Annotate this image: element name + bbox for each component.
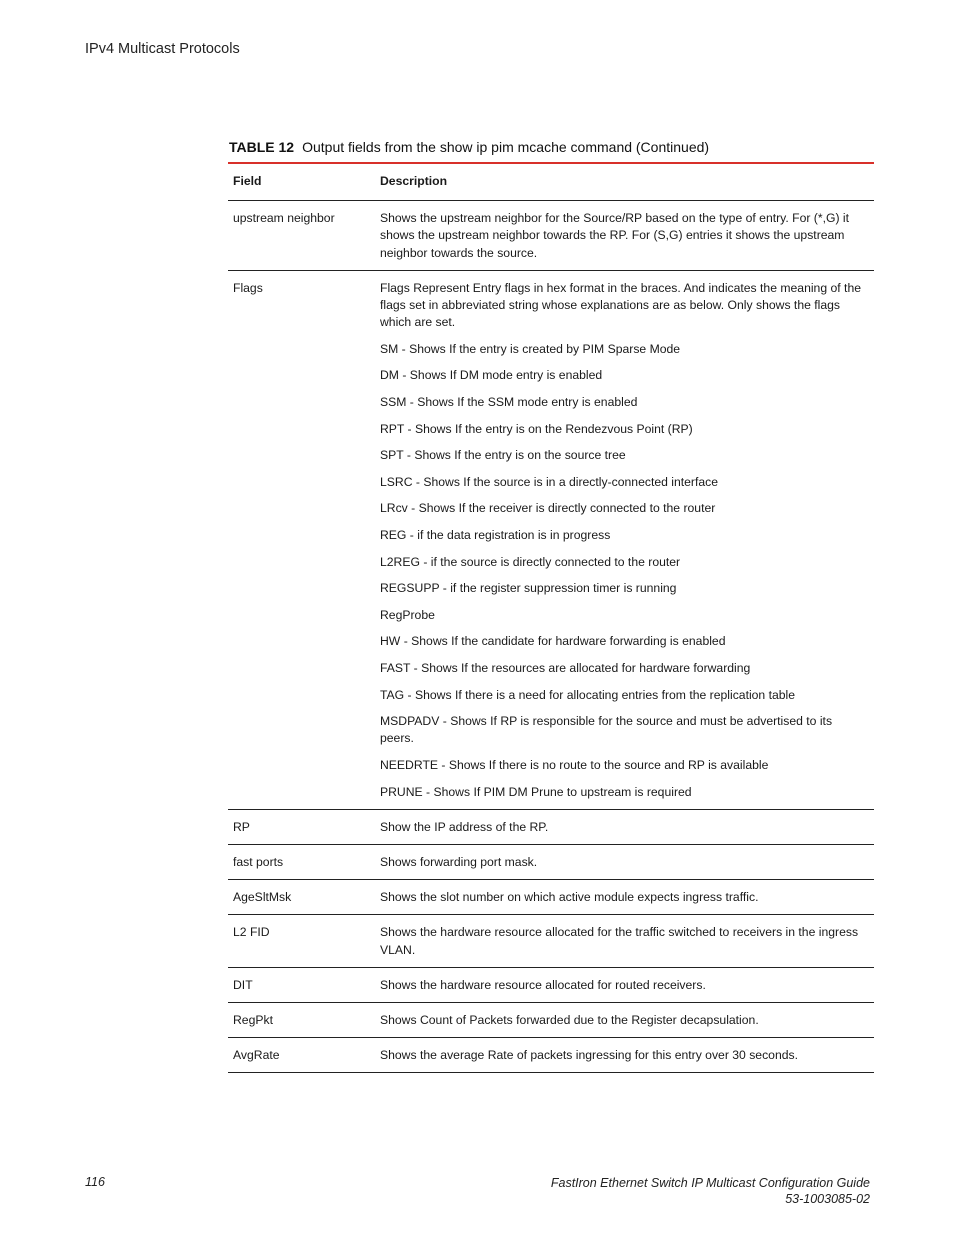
flag-item: REGSUPP - if the register suppression timer is running: [380, 581, 677, 596]
flag-item: TAG - Shows If there is a need for allocating entries from the replication table: [380, 687, 796, 702]
flag-item: NEEDRTE - Shows If there is no route to the source and RP is available: [380, 757, 769, 772]
footer-doc-info: [551, 1175, 870, 1207]
flag-item: PRUNE - Shows If PIM DM Prune to upstream is required: [380, 784, 692, 799]
description-cell: [375, 270, 874, 809]
description-cell: Shows the upstream neighbor for the Source/RP based on the type of entry. For (*,G) it shows the upstream neighbor towards the RP. For (S,G) entries it shows the upstream neighbor towards the source.: [375, 201, 874, 271]
table-row: [228, 201, 874, 271]
field-cell: RP: [228, 809, 375, 844]
field-cell: RegPkt: [228, 1002, 375, 1037]
flag-item: HW - Shows If the candidate for hardware forwarding is enabled: [380, 634, 726, 649]
description-cell: Shows the average Rate of packets ingressing for this entry over 30 seconds.: [375, 1038, 874, 1073]
table-number: TABLE 12: [229, 139, 295, 155]
flag-item: RPT - Shows If the entry is on the Rendezvous Point (RP): [380, 421, 693, 436]
flag-item: REG - if the data registration is in progress: [380, 527, 611, 542]
field-cell: DIT: [228, 967, 375, 1002]
description-cell: Shows Count of Packets forwarded due to the Register decapsulation.: [375, 1002, 874, 1037]
output-fields-table: [228, 164, 874, 1073]
table-row: [228, 880, 874, 915]
flag-item: L2REG - if the source is directly connected to the router: [380, 554, 681, 569]
flag-item: FAST - Shows If the resources are allocated for hardware forwarding: [380, 660, 751, 675]
field-cell: fast ports: [228, 844, 375, 879]
field-cell: AgeSltMsk: [228, 880, 375, 915]
table-row: [228, 809, 874, 844]
flag-item: DM - Shows If DM mode entry is enabled: [380, 368, 603, 383]
column-header-field: Field: [228, 164, 375, 201]
page-number: 116: [85, 1175, 105, 1189]
flags-intro: Flags Represent Entry flags in hex format in the braces. And indicates the meaning of the flags set in abbreviated string whose explanations are as below. Only shows the flags which are set.: [380, 280, 861, 330]
doc-number: 53-1003085-02: [785, 1192, 870, 1206]
field-cell: upstream neighbor: [228, 201, 375, 271]
table-caption-text: Output fields from the show ip pim mcache command (Continued): [302, 139, 710, 155]
table-row: [228, 844, 874, 879]
description-cell: Shows the slot number on which active module expects ingress traffic.: [375, 880, 874, 915]
field-cell: L2 FID: [228, 915, 375, 967]
description-cell: Shows forwarding port mask.: [375, 844, 874, 879]
flag-item: SSM - Shows If the SSM mode entry is enabled: [380, 395, 638, 409]
flag-item: LSRC - Shows If the source is in a directly-connected interface: [380, 474, 719, 489]
description-cell: Shows the hardware resource allocated for the traffic switched to receivers in the ingress VLAN.: [375, 915, 874, 967]
table-row: [228, 1038, 874, 1073]
running-header: IPv4 Multicast Protocols: [85, 41, 240, 57]
flag-item: MSDPADV - Shows If RP is responsible for the source and must be advertised to its peers.: [380, 714, 833, 746]
table-row: [228, 967, 874, 1002]
table-caption: [229, 139, 874, 155]
field-cell: AvgRate: [228, 1038, 375, 1073]
table-row: [228, 915, 874, 967]
flag-item: SPT - Shows If the entry is on the source tree: [380, 448, 626, 463]
flag-item: SM - Shows If the entry is created by PIM Sparse Mode: [380, 341, 681, 356]
table-row: [228, 270, 874, 809]
table-header-row: [228, 164, 874, 201]
description-cell: Show the IP address of the RP.: [375, 809, 874, 844]
flag-item: RegProbe: [380, 607, 435, 622]
flag-item: LRcv - Shows If the receiver is directly connected to the router: [380, 501, 716, 516]
table-row: [228, 1002, 874, 1037]
column-header-description: Description: [375, 164, 874, 201]
guide-title: FastIron Ethernet Switch IP Multicast Configuration Guide: [550, 1176, 870, 1190]
field-cell: Flags: [228, 270, 375, 809]
description-cell: Shows the hardware resource allocated for routed receivers.: [375, 967, 874, 1002]
